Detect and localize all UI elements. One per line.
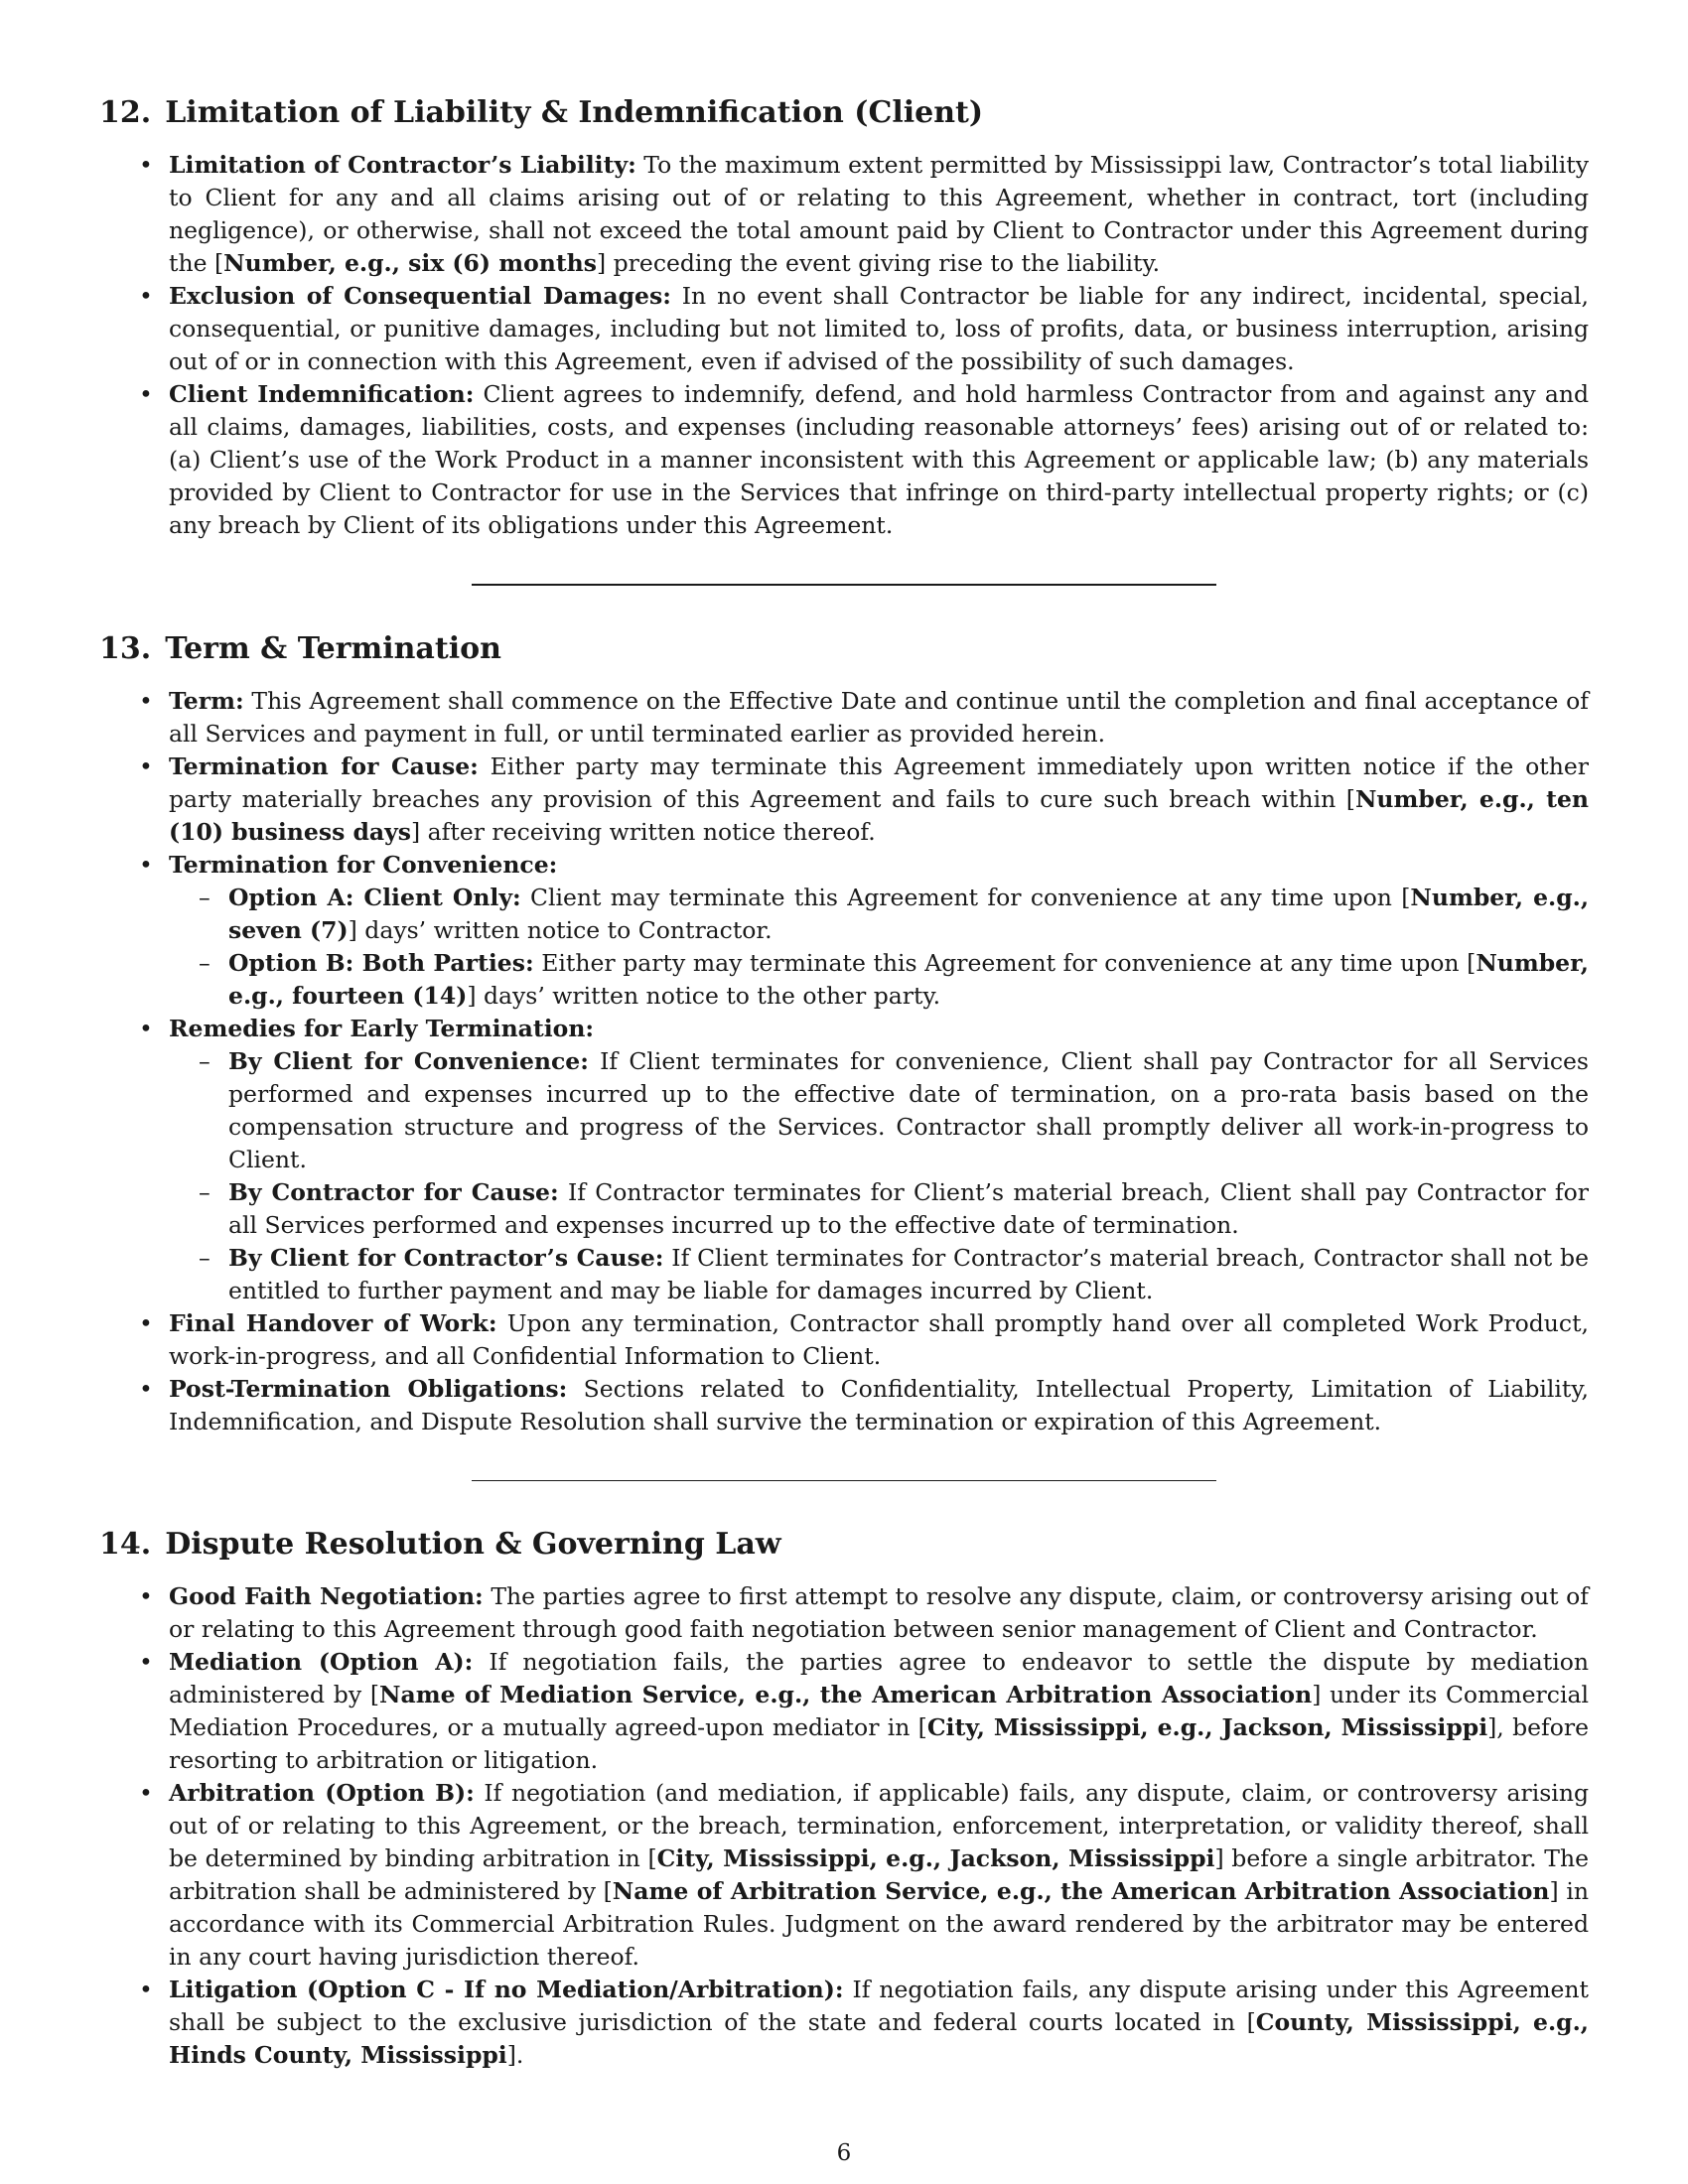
item-text: The parties agree to first attempt to resolve any dispute, claim, or controversy arising out of or relating to this Agreement through good faith negotiation between senior management of Client and Contractor. [169, 1582, 1589, 1643]
placeholder-text: Number, e.g., six (6) months [223, 249, 597, 277]
sub-list-item [228, 1242, 1589, 1307]
item-text: ] in accordance with its Commercial Arbitration Rules. Judgment on the award rendered by the arbitrator may be entered in any court having jurisdiction thereof. [169, 1877, 1589, 1971]
section-divider [472, 584, 1216, 586]
sub-list-item [228, 882, 1589, 947]
item-text: ] days’ written notice to the other party. [467, 982, 941, 1010]
list-item [169, 280, 1589, 378]
placeholder-text: Name of Mediation Service, e.g., the American Arbitration Association [379, 1681, 1313, 1708]
list-item [169, 685, 1589, 751]
item-text: In no event shall Contractor be liable for any indirect, incidental, special, consequential, or punitive damages, including but not limited to, loss of profits, data, or business interruption, arising out of or in connection with this Agreement, even if advised of the possibility of such damages. [169, 282, 1589, 375]
section-title: Limitation of Liability & Indemnification (Client) [165, 95, 984, 130]
item-label: Termination for Convenience: [169, 851, 558, 879]
sub-list-item [228, 947, 1589, 1013]
item-text: Sections related to Confidentiality, Intellectual Property, Limitation of Liability, Indemnification, and Dispute Resolution shall survive the termination or expiration of this Agreement. [169, 1375, 1590, 1435]
item-label: Exclusion of Consequential Damages: [169, 282, 671, 310]
section-title: Term & Termination [165, 631, 501, 666]
list-item [169, 1974, 1589, 2072]
list-item [169, 1777, 1589, 1974]
item-text: ]. [506, 2041, 524, 2069]
item-text: ] before a single arbitrator. The arbitration shall be administered by [ [169, 1844, 1589, 1905]
section-12-heading [99, 95, 1589, 131]
section-title: Dispute Resolution & Governing Law [165, 1527, 781, 1562]
item-label: Arbitration (Option B): [169, 1779, 475, 1807]
list-item [169, 1580, 1589, 1646]
list-item [169, 849, 1589, 1013]
item-text: Either party may terminate this Agreement for convenience at any time upon [ [533, 949, 1477, 977]
item-text: ] after receiving written notice thereof. [411, 818, 876, 846]
item-text: If Contractor terminates for Client’s material breach, Client shall pay Contractor for all Services performed and expenses incurred up to the effective date of termination. [228, 1178, 1589, 1239]
item-text: This Agreement shall commence on the Effective Date and continue until the completion and final acceptance of all Services and payment in full, or until terminated earlier as provided herein. [169, 687, 1589, 748]
list-item [169, 149, 1589, 280]
sub-list-item [228, 1176, 1589, 1242]
item-text: ], before resorting to arbitration or litigation. [169, 1713, 1590, 1774]
item-text: Client agrees to indemnify, defend, and hold harmless Contractor from and against any and all claims, damages, liabilities, costs, and expenses (including reasonable attorneys’ fees) arising out of or related to: (a) Client’s use of the Work Product in a manner inconsistent with this Agreement or applicable law; (b) any materials provided by Client to Contractor for use in the Services that infringe on third-party intellectual property rights; or (c) any breach by Client of its obligations under this Agreement. [169, 380, 1590, 539]
list-item [169, 1013, 1589, 1307]
placeholder-text: Name of Arbitration Service, e.g., the American Arbitration Association [612, 1877, 1550, 1905]
item-label: Litigation (Option C - If no Mediation/Arbitration): [169, 1976, 844, 2003]
item-label: Option B: Both Parties: [228, 949, 534, 977]
placeholder-text: City, Mississippi, e.g., Jackson, Mississippi [656, 1844, 1215, 1872]
item-text: Client may terminate this Agreement for convenience at any time upon [ [520, 884, 1411, 911]
item-text: ] days’ written notice to Contractor. [348, 916, 773, 944]
item-label: Final Handover of Work: [169, 1309, 497, 1337]
section-number: 12. [99, 95, 152, 130]
placeholder-text: Number, e.g., ten (10) business days [169, 785, 1589, 846]
item-text: If Client terminates for convenience, Client shall pay Contractor for all Services performed and expenses incurred up to the effective date of termination, on a pro-rata basis based on the compensation structure and progress of the Services. Contractor shall promptly deliver all work-in-progress to Client. [228, 1047, 1589, 1173]
item-label: Option A: Client Only: [228, 884, 521, 911]
list-item [169, 1307, 1589, 1373]
placeholder-text: County, Mississippi, e.g., Hinds County, Mississippi [169, 2008, 1589, 2069]
item-label: By Contractor for Cause: [228, 1178, 559, 1206]
sub-list [169, 1045, 1589, 1307]
item-text: If negotiation fails, the parties agree to endeavor to settle the dispute by mediation administered by [ [169, 1648, 1590, 1708]
item-text: Either party may terminate this Agreement immediately upon written notice if the other party materially breaches any provision of this Agreement and fails to cure such breach within [ [169, 752, 1589, 813]
item-label: Client Indemnification: [169, 380, 475, 408]
item-label: By Client for Convenience: [228, 1047, 589, 1075]
section-14-list [99, 1580, 1589, 2072]
item-text: ] under its Commercial Mediation Procedures, or a mutually agreed-upon mediator in [ [169, 1681, 1589, 1741]
item-text: If Client terminates for Contractor’s material breach, Contractor shall not be entitled to further payment and may be liable for damages incurred by Client. [228, 1244, 1589, 1304]
item-text: ] preceding the event giving rise to the liability. [597, 249, 1161, 277]
sub-list-item [228, 1045, 1589, 1176]
item-text: Upon any termination, Contractor shall promptly hand over all completed Work Product, work-in-progress, and all Confidential Information to Client. [169, 1309, 1589, 1370]
item-text: If negotiation (and mediation, if applicable) fails, any dispute, claim, or controversy arising out of or relating to this Agreement, or the breach, termination, enforcement, interpretation, or validity thereof, shall be determined by binding arbitration in [ [169, 1779, 1590, 1872]
placeholder-text: Number, e.g., fourteen (14) [228, 949, 1589, 1010]
list-item [169, 1646, 1589, 1777]
list-item [169, 378, 1589, 542]
item-label: Termination for Cause: [169, 752, 479, 780]
item-text: If negotiation fails, any dispute arising under this Agreement shall be subject to the exclusive jurisdiction of the state and federal courts located in [ [169, 1976, 1589, 2036]
item-label: By Client for Contractor’s Cause: [228, 1244, 664, 1272]
section-13-heading [99, 631, 1589, 667]
section-divider [472, 1480, 1216, 1481]
list-item [169, 751, 1589, 849]
section-12-list [99, 149, 1589, 542]
placeholder-text: City, Mississippi, e.g., Jackson, Mississippi [926, 1713, 1488, 1741]
page-number: 6 [836, 2140, 852, 2166]
sub-list [169, 882, 1589, 1013]
item-label: Remedies for Early Termination: [169, 1015, 595, 1042]
item-text: To the maximum extent permitted by Mississippi law, Contractor’s total liability to Client for any and all claims arising out of or relating to this Agreement, whether in contract, tort (including negligence), or otherwise, shall not exceed the total amount paid by Client to Contractor under this Agreement during the [ [169, 151, 1589, 277]
item-label: Term: [169, 687, 244, 715]
item-label: Limitation of Contractor’s Liability: [169, 151, 636, 179]
section-number: 14. [99, 1527, 152, 1562]
item-label: Good Faith Negotiation: [169, 1582, 484, 1610]
item-label: Post-Termination Obligations: [169, 1375, 568, 1403]
section-13-list [99, 685, 1589, 1438]
list-item [169, 1373, 1589, 1438]
item-label: Mediation (Option A): [169, 1648, 474, 1676]
section-14-heading [99, 1527, 1589, 1563]
section-number: 13. [99, 631, 152, 666]
placeholder-text: Number, e.g., seven (7) [228, 884, 1590, 944]
